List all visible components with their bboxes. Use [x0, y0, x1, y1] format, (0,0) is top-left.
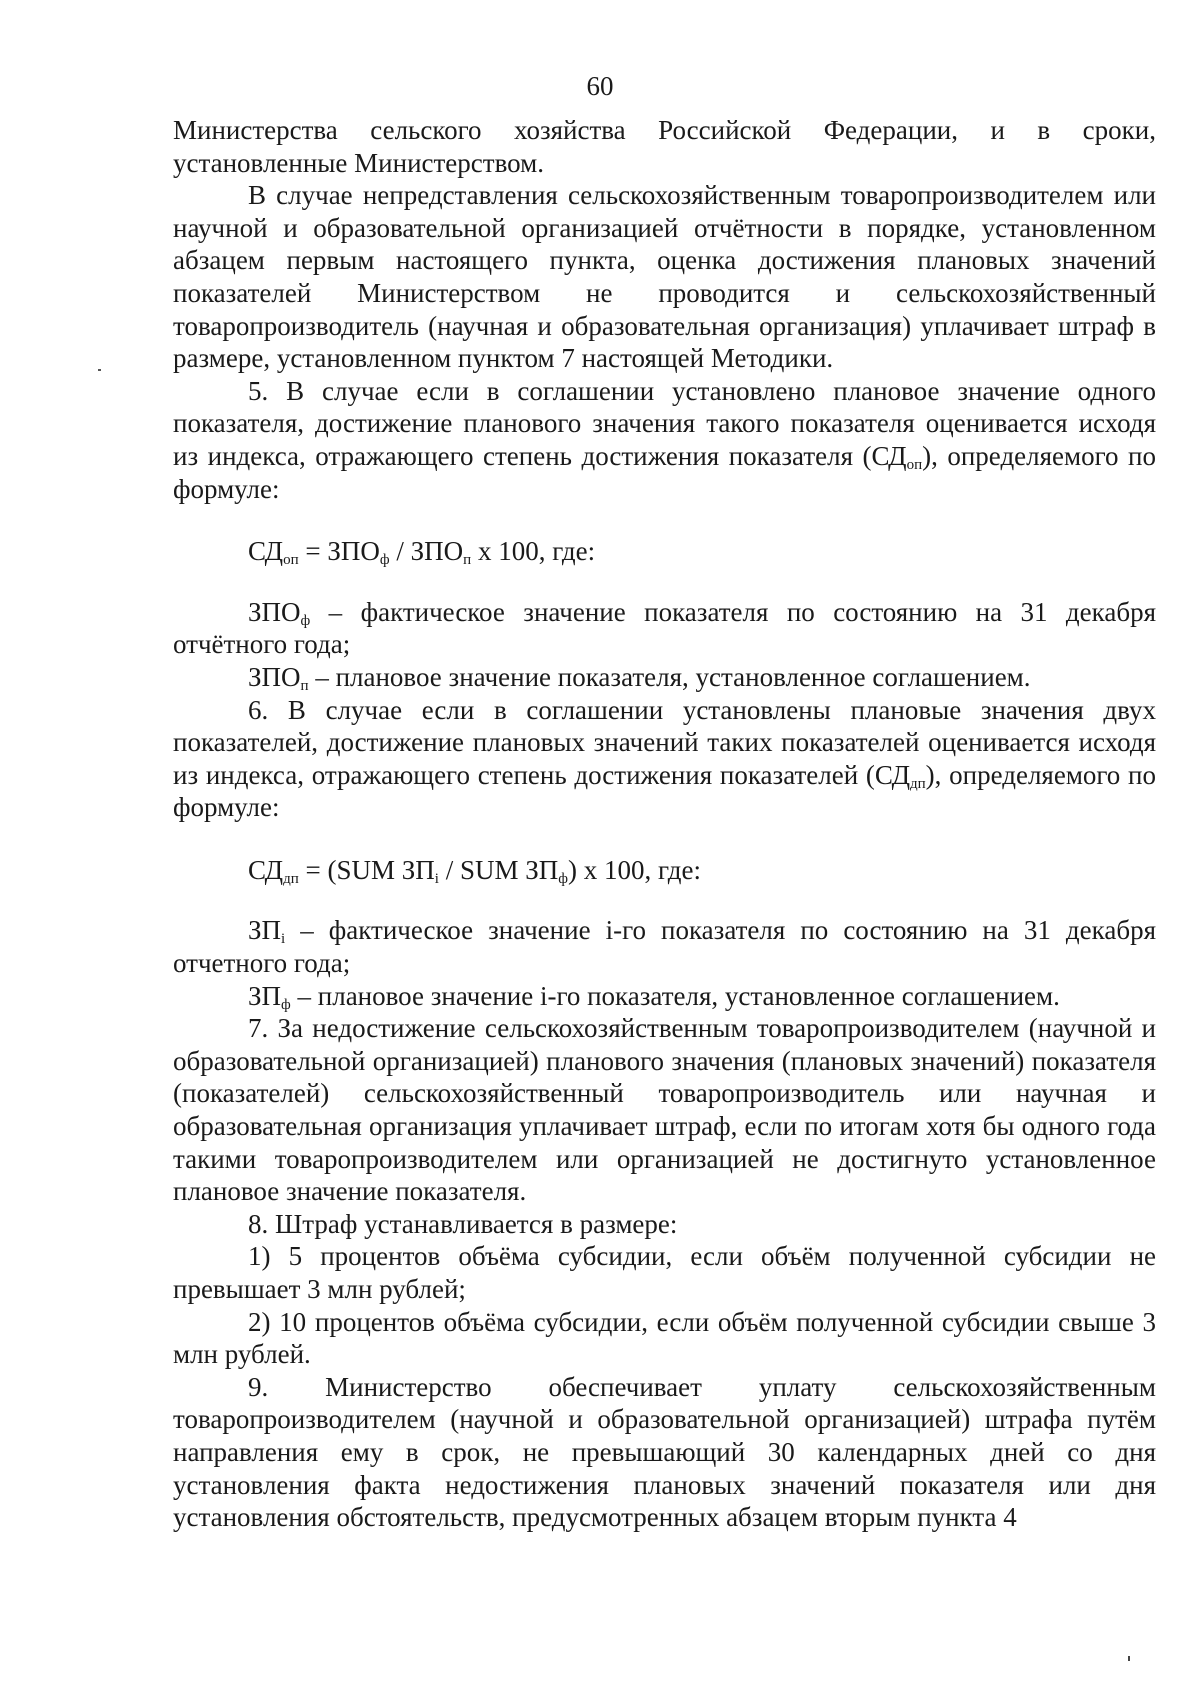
paragraph-item-6: [173, 694, 1156, 824]
list-item: 2) 10 процентов объёма субсидии, если объём полученной субсидии свыше 3 млн рублей.: [173, 1306, 1156, 1370]
formula-part: / ЗПО: [389, 536, 464, 567]
definition-text: – фактическое значение показателя по состоянию на 31 декабря отчётного года;: [173, 596, 1156, 660]
paragraph-item-9: 9. Министерство обеспечивает уплату сельскохозяйственным товаропроизводителем (научной и образовательной организацией) штрафа путём направления ему в срок, не превышающий 30 календарных дней со дня установления факта недостижения плановых значений показателя или дня установления обстоятельств, предусмотренных абзацем вторым пункта 4: [173, 1371, 1156, 1533]
document-body: [173, 114, 1156, 1534]
paragraph-item-7: 7. За недостижение сельскохозяйственным товаропроизводителем (научной и образовательной организацией) планового значения (плановых значений) показателя (показателей) сельскохозяйственный товаропроизводитель или научная и образовательная организация уплачивает штраф, если по итогам хотя бы одного года такими товаропроизводителем или организацией не достигнуто установленное плановое значение показателя.: [173, 1013, 1156, 1207]
subscript: i: [434, 870, 439, 887]
paragraph-text: ), определяемого по формуле:: [173, 759, 1156, 823]
formula-part: СД: [248, 854, 284, 885]
subscript: дп: [283, 870, 299, 887]
subscript: дп: [909, 775, 926, 792]
subscript: ф: [558, 870, 568, 887]
formula-part: / SUM ЗП: [438, 854, 559, 885]
paragraph-text: 5. В случае если в соглашении установлено плановое значение одного показателя, достижение планового значения такого показателя оценивается исходя из индекса, отражающего степень достижения показателя (СД: [173, 375, 1156, 471]
definition: [173, 596, 1156, 661]
definition: [173, 914, 1156, 979]
paragraph-item-8: 8. Штраф устанавливается в размере:: [248, 1208, 678, 1239]
formula-part: ) x 100, где:: [568, 854, 701, 885]
formula-part: = (SUM ЗП: [298, 854, 435, 885]
paragraph-text: 6. В случае если в соглашении установлены плановые значения двух показателей, достижение плановых значений таких показателей оценивается исходя из индекса, отражающего степень достижения показателей (СД: [173, 694, 1156, 790]
paragraph-continuation: Министерства сельского хозяйства Российской Федерации, и в сроки, установленные Министерством.: [173, 115, 1156, 178]
definition-text: – плановое значение i-го показателя, установленное соглашением.: [290, 980, 1060, 1011]
definition-text: – фактическое значение i-го показателя по состоянию на 31 декабря отчетного года;: [173, 915, 1156, 979]
subscript: оп: [283, 552, 299, 569]
formula-2: [173, 854, 1156, 887]
scan-mark: [1128, 1656, 1130, 1661]
subscript: оп: [906, 456, 923, 473]
subscript: i: [281, 931, 286, 948]
definition: [173, 980, 1156, 1013]
formula-part: = ЗПО: [298, 536, 380, 567]
definition-text: – плановое значение показателя, установленное соглашением.: [308, 661, 1031, 692]
subscript: ф: [379, 552, 390, 569]
subscript: ф: [300, 612, 311, 629]
list-item: 1) 5 процентов объёма субсидии, если объём полученной субсидии не превышает 3 млн рублей;: [173, 1241, 1156, 1304]
formula-part: x 100, где:: [471, 536, 596, 567]
scan-mark: [98, 369, 101, 371]
page-number: 60: [586, 71, 614, 101]
formula-part: СД: [248, 536, 284, 567]
definition-term: ЗП: [248, 915, 282, 946]
paragraph-item-5: [173, 375, 1156, 505]
subscript: п: [300, 677, 309, 694]
subscript: ф: [281, 996, 291, 1013]
subscript: п: [463, 552, 472, 569]
formula-1: [173, 535, 1156, 568]
definition-term: ЗПО: [248, 661, 301, 692]
definition: [173, 661, 1156, 694]
definition-term: ЗП: [248, 980, 282, 1011]
paragraph: В случае непредставления сельскохозяйственным товаропроизводителем или научной и образовательной организацией отчётности в порядке, установленном абзацем первым настоящего пункта, оценка достижения плановых значений показателей Министерством не проводится и сельскохозяйственный товаропроизводитель (научная и образовательная организация) уплачивает штраф в размере, установленном пунктом 7 настоящей Методики.: [173, 180, 1156, 374]
paragraph-text: ), определяемого по формуле:: [173, 440, 1156, 504]
definition-term: ЗПО: [248, 596, 301, 627]
